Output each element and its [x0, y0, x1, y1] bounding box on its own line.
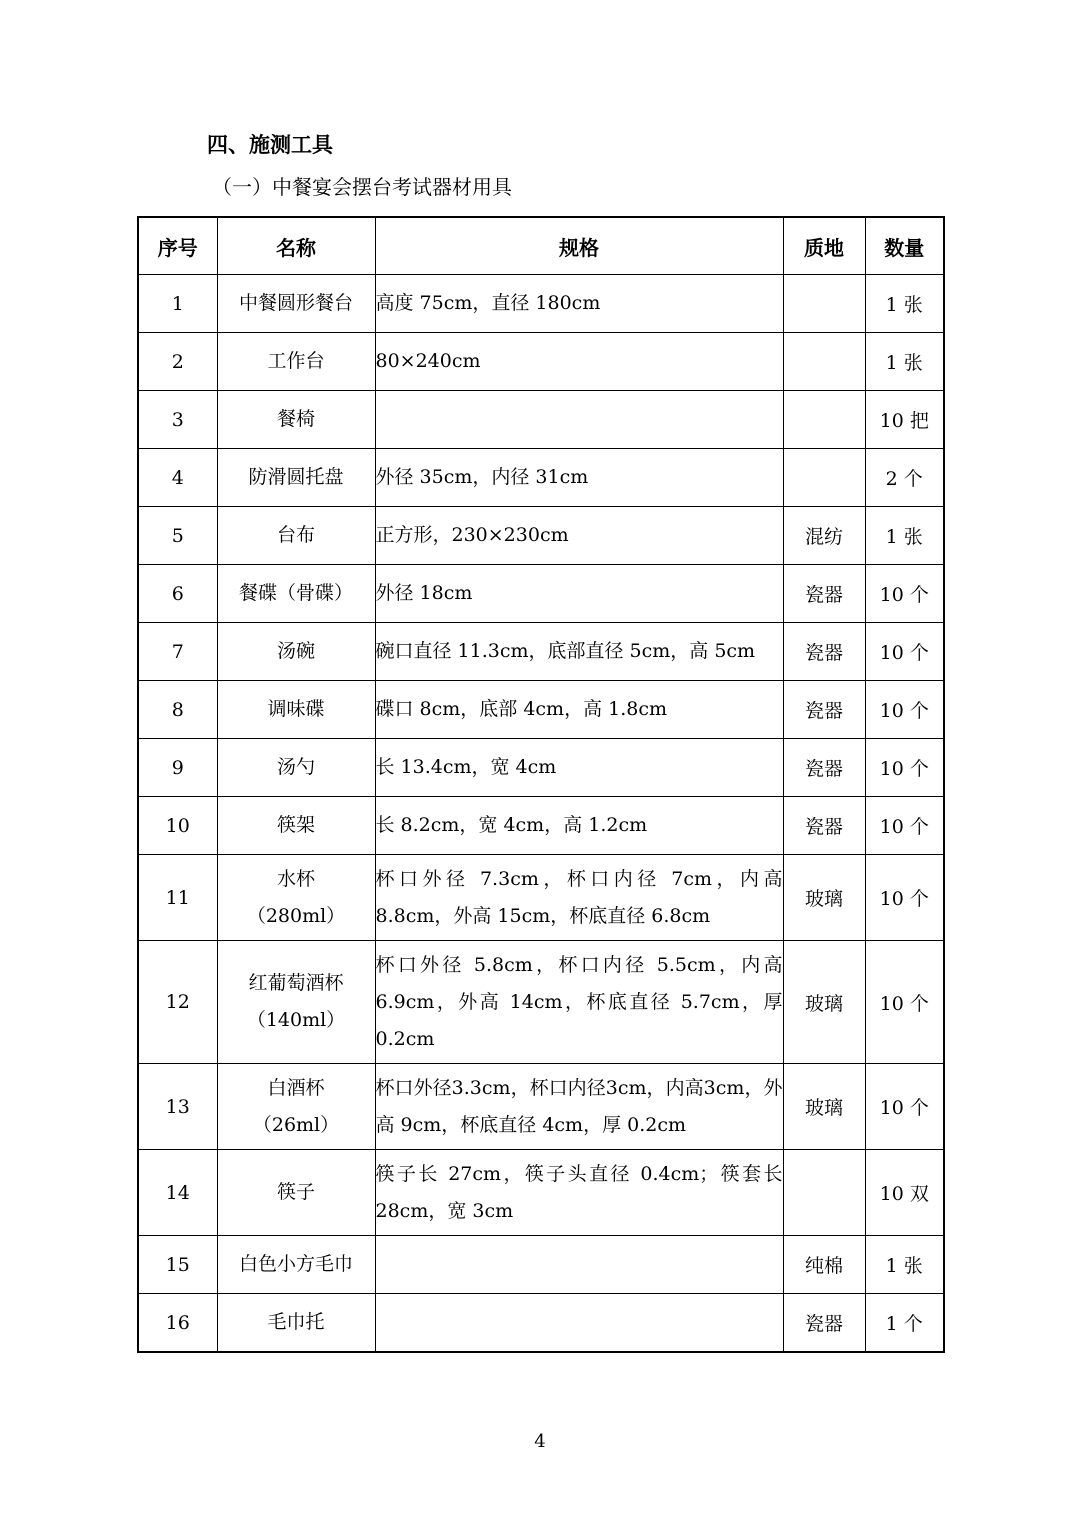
item-spec: 杯口外径3.3cm，杯口内径3cm，内高3cm，外高 9cm，杯底直径 4cm，厚 0.2cm — [375, 1064, 783, 1150]
item-name-line: 汤碗 — [276, 640, 315, 662]
row-number: 6 — [138, 565, 217, 623]
item-material: 瓷器 — [783, 681, 865, 739]
item-quantity: 10 个 — [865, 941, 944, 1064]
row-number: 16 — [138, 1294, 217, 1353]
row-number: 1 — [138, 275, 217, 333]
item-name — [217, 1150, 375, 1236]
header-qty: 数量 — [865, 217, 944, 275]
item-name-line: 餐椅 — [276, 408, 315, 430]
item-name — [217, 941, 375, 1064]
item-name — [217, 855, 375, 941]
header-name: 名称 — [217, 217, 375, 275]
item-material: 瓷器 — [783, 565, 865, 623]
table-body — [138, 275, 944, 1353]
item-spec — [375, 1236, 783, 1294]
item-material — [783, 391, 865, 449]
table-row — [138, 449, 944, 507]
item-material: 瓷器 — [783, 797, 865, 855]
item-quantity: 10 个 — [865, 797, 944, 855]
header-no: 序号 — [138, 217, 217, 275]
item-quantity: 1 张 — [865, 1236, 944, 1294]
item-name — [217, 449, 375, 507]
item-material: 瓷器 — [783, 1294, 865, 1353]
item-material: 玻璃 — [783, 855, 865, 941]
item-quantity: 10 双 — [865, 1150, 944, 1236]
item-material: 瓷器 — [783, 623, 865, 681]
table-row — [138, 1064, 944, 1150]
item-name — [217, 507, 375, 565]
item-name-line: 工作台 — [267, 350, 325, 372]
item-name — [217, 681, 375, 739]
table-row — [138, 391, 944, 449]
table-header-row — [138, 217, 944, 275]
item-name-line: （280ml） — [246, 904, 346, 927]
table-row — [138, 565, 944, 623]
item-name-line: 筷子 — [276, 1181, 315, 1203]
item-quantity: 1 张 — [865, 333, 944, 391]
item-material: 玻璃 — [783, 941, 865, 1064]
item-name — [217, 623, 375, 681]
section-subheading: （一）中餐宴会摆台考试器材用具 — [212, 175, 512, 199]
row-number: 15 — [138, 1236, 217, 1294]
table-row — [138, 623, 944, 681]
table-row — [138, 1236, 944, 1294]
row-number: 4 — [138, 449, 217, 507]
item-name-line: 筷架 — [276, 814, 315, 836]
item-quantity: 10 个 — [865, 565, 944, 623]
row-number: 5 — [138, 507, 217, 565]
table-row — [138, 507, 944, 565]
row-number: 12 — [138, 941, 217, 1064]
row-number: 3 — [138, 391, 217, 449]
item-name-line: 台布 — [276, 524, 315, 546]
item-name — [217, 391, 375, 449]
table-row — [138, 681, 944, 739]
item-name-line: 毛巾托 — [267, 1311, 325, 1333]
item-spec: 筷子长 27cm，筷子头直径 0.4cm；筷套长 28cm，宽 3cm — [375, 1150, 783, 1236]
item-name — [217, 797, 375, 855]
item-spec: 正方形，230×230cm — [375, 507, 783, 565]
equipment-table — [137, 216, 945, 1353]
row-number: 9 — [138, 739, 217, 797]
item-spec: 长 13.4cm，宽 4cm — [375, 739, 783, 797]
item-name — [217, 1064, 375, 1150]
item-name — [217, 1236, 375, 1294]
item-spec: 高度 75cm，直径 180cm — [375, 275, 783, 333]
item-material: 混纺 — [783, 507, 865, 565]
item-name-line: 红葡萄酒杯 — [248, 972, 344, 994]
table-row — [138, 797, 944, 855]
item-name-line: 白酒杯 — [267, 1076, 325, 1099]
row-number: 14 — [138, 1150, 217, 1236]
table-row — [138, 1294, 944, 1353]
item-material: 玻璃 — [783, 1064, 865, 1150]
item-spec: 碗口直径 11.3cm，底部直径 5cm，高 5cm — [375, 623, 783, 681]
item-quantity: 1 张 — [865, 275, 944, 333]
item-name — [217, 565, 375, 623]
item-name-line: 汤勺 — [276, 756, 315, 778]
item-spec: 外径 35cm，内径 31cm — [375, 449, 783, 507]
item-name-line: 餐碟（骨碟） — [238, 582, 353, 604]
page-number: 4 — [534, 1431, 546, 1452]
item-name-line: （26ml） — [252, 1113, 340, 1136]
item-spec: 碟口 8cm，底部 4cm，高 1.8cm — [375, 681, 783, 739]
item-material: 瓷器 — [783, 739, 865, 797]
item-name-line: 水杯 — [276, 867, 315, 890]
item-quantity: 10 个 — [865, 739, 944, 797]
item-material: 纯棉 — [783, 1236, 865, 1294]
section-heading: 四、施测工具 — [207, 133, 333, 157]
table-row — [138, 739, 944, 797]
item-spec — [375, 391, 783, 449]
item-spec: 长 8.2cm，宽 4cm，高 1.2cm — [375, 797, 783, 855]
item-spec: 杯口外径 7.3cm，杯口内径 7cm，内高 8.8cm，外高 15cm，杯底直径 6.8cm — [375, 855, 783, 941]
item-name — [217, 739, 375, 797]
table-row — [138, 855, 944, 941]
item-quantity: 10 把 — [865, 391, 944, 449]
header-material: 质地 — [783, 217, 865, 275]
item-name-line: （140ml） — [246, 1009, 346, 1031]
row-number: 10 — [138, 797, 217, 855]
row-number: 2 — [138, 333, 217, 391]
item-quantity: 1 个 — [865, 1294, 944, 1353]
item-name-line: 防滑圆托盘 — [248, 466, 344, 488]
header-spec: 规格 — [375, 217, 783, 275]
item-material — [783, 1150, 865, 1236]
item-name-line: 白色小方毛巾 — [238, 1253, 353, 1275]
row-number: 7 — [138, 623, 217, 681]
item-name — [217, 1294, 375, 1353]
table-row — [138, 1150, 944, 1236]
item-spec: 杯口外径 5.8cm，杯口内径 5.5cm，内高 6.9cm，外高 14cm，杯底直径 5.7cm，厚 0.2cm — [375, 941, 783, 1064]
table-row — [138, 275, 944, 333]
item-name-line: 调味碟 — [267, 698, 325, 720]
item-spec — [375, 1294, 783, 1353]
item-name-line: 中餐圆形餐台 — [238, 292, 353, 314]
item-name — [217, 275, 375, 333]
item-quantity: 10 个 — [865, 623, 944, 681]
table-row — [138, 941, 944, 1064]
item-quantity: 10 个 — [865, 855, 944, 941]
item-material — [783, 449, 865, 507]
table-row — [138, 333, 944, 391]
row-number: 8 — [138, 681, 217, 739]
item-spec: 外径 18cm — [375, 565, 783, 623]
item-material — [783, 333, 865, 391]
item-name — [217, 333, 375, 391]
item-material — [783, 275, 865, 333]
row-number: 13 — [138, 1064, 217, 1150]
item-spec: 80×240cm — [375, 333, 783, 391]
item-quantity: 10 个 — [865, 1064, 944, 1150]
row-number: 11 — [138, 855, 217, 941]
item-quantity: 2 个 — [865, 449, 944, 507]
item-quantity: 1 张 — [865, 507, 944, 565]
item-quantity: 10 个 — [865, 681, 944, 739]
